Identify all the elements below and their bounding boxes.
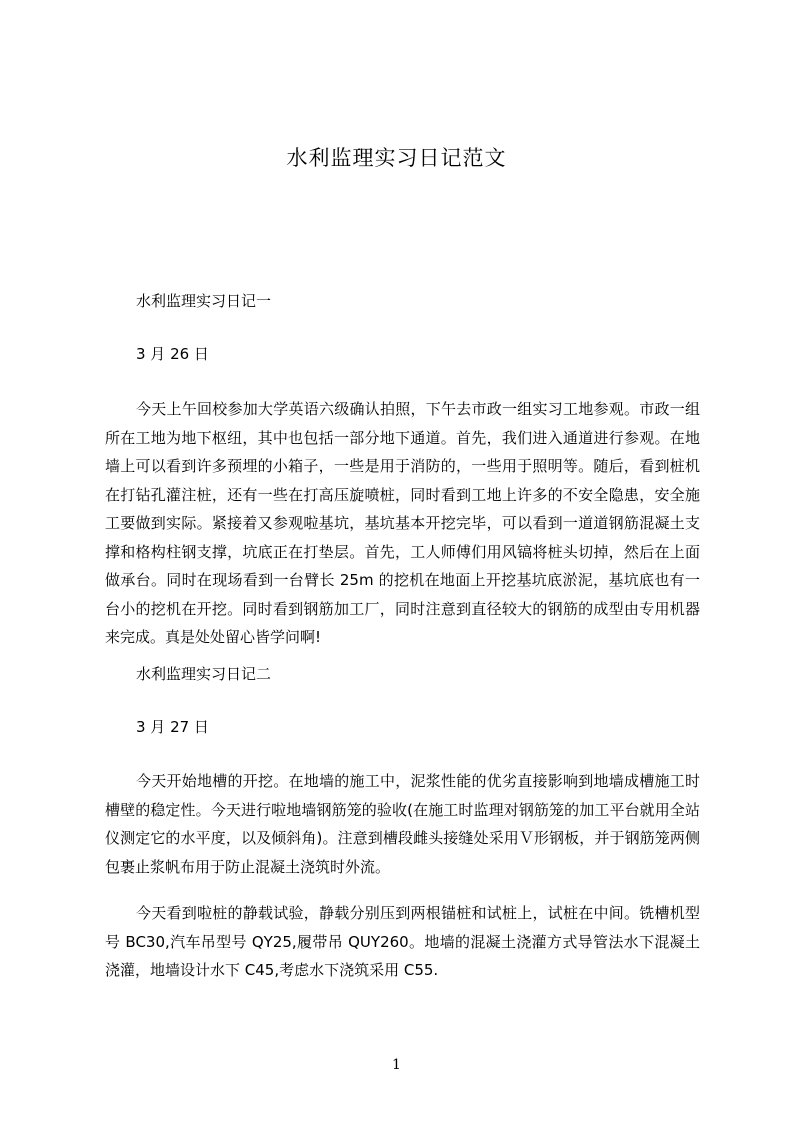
diary-date: 3 月 26 日 [136,345,209,363]
diary-paragraph: 今天开始地槽的开挖。在地墙的施工中，泥浆性能的优劣直接影响到地墙成槽施工时槽壁的稳定性。今天进行啦地墙钢筋笼的验收(在施工时监理对钢筋笼的加工平台就用全站仪测定它的水平度，以及倾斜角)。注意到槽段雌头接缝处采用Ｖ形钢板，并于钢筋笼两侧包裹止浆帆布用于防止混凝土浇筑时外流。 [105,772,700,876]
section-heading: 水利监理实习日记二 [136,665,272,683]
section-heading: 水利监理实习日记一 [136,292,272,310]
diary-paragraph: 今天看到啦桩的静载试验，静载分别压到两根锚桩和试桩上，试桩在中间。铣槽机型号 BC30,汽车吊型号 QY25,履带吊 QUY260。地墙的混凝土浇灌方式导管法水下混凝土浇灌，地墙设计水下 C45,考虑水下浇筑采用 C55. [105,904,700,979]
diary-date: 3 月 27 日 [136,718,209,736]
page-number: 1 [392,1057,401,1073]
document-title: 水利监理实习日记范文 [286,146,507,170]
diary-paragraph: 今天上午回校参加大学英语六级确认拍照，下午去市政一组实习工地参观。市政一组所在工地为地下枢纽，其中也包括一部分地下通道。首先，我们进入通道进行参观。在地墙上可以看到许多预埋的小箱子，一些是用于消防的，一些用于照明等。随后，看到桩机在打钻孔灌注桩，还有一些在打高压旋喷桩，同时看到工地上许多的不安全隐患，安全施工要做到实际。紧接着又参观啦基坑，基坑基本开挖完毕，可以看到一道道钢筋混凝土支撑和格构柱钢支撑，坑底正在打垫层。首先，工人师傅们用风镐将桩头切掉，然后在上面做承台。同时在现场看到一台臂长 25m 的挖机在地面上开挖基坑底淤泥，基坑底也有一台小的挖机在开挖。同时看到钢筋加工厂，同时注意到直径较大的钢筋的成型由专用机器来完成。真是处处留心皆学问啊! [105,400,700,646]
